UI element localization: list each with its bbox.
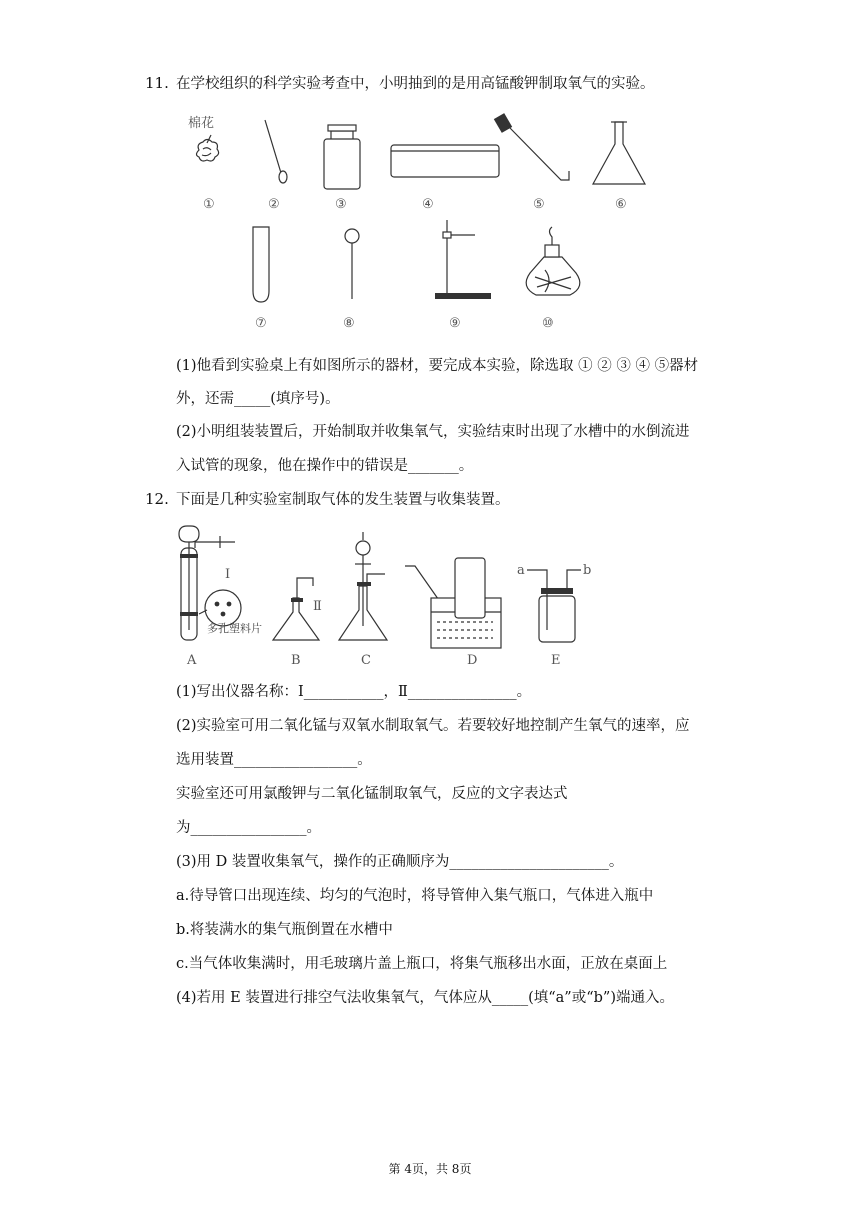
label-c: C [361, 653, 371, 668]
svg-text:⑩: ⑩ [542, 316, 554, 331]
test-tube-icon [253, 227, 269, 302]
alcohol-lamp-icon [526, 227, 580, 295]
label-e: E [551, 653, 561, 668]
q12-option-c: c.当气体收集满时，用毛玻璃片盖上瓶口，将集气瓶移出水面，正放在桌面上 [176, 956, 668, 972]
label-roman-2: Ⅱ [313, 599, 322, 614]
q12-option-a: a.待导管口出现连续、均匀的气泡时，将导管伸入集气瓶口，气体进入瓶中 [176, 888, 654, 904]
svg-text:②: ② [268, 197, 280, 212]
gas-collecting-bottle-icon [324, 125, 360, 189]
long-neck-funnel-icon [345, 229, 359, 299]
port-a-label: a [517, 563, 525, 578]
apparatus-a [179, 526, 262, 668]
svg-text:①: ① [203, 197, 215, 212]
gas-apparatus-figure-q12 [175, 518, 615, 668]
q12-part2-line1: (2)实验室可用二氧化锰与双氧水制取氧气。若要较好地控制产生氧气的速率，应 [176, 718, 690, 734]
apparatus-e [517, 563, 591, 668]
svg-text:⑨: ⑨ [449, 316, 461, 331]
q12-part1: (1)写出仪器名称：Ⅰ___________，Ⅱ_______________。 [176, 684, 532, 700]
apparatus-figure-q11 [185, 105, 665, 335]
apparatus-c [339, 532, 387, 668]
label-a: A [187, 653, 197, 668]
svg-text:⑤: ⑤ [533, 197, 545, 212]
question-12-stem: 下面是几种实验室制取气体的发生装置与收集装置。 [176, 492, 510, 508]
port-b-label: b [583, 563, 592, 578]
question-12-number: 12. [145, 490, 169, 508]
label-b: B [291, 653, 301, 668]
iron-stand-icon [435, 220, 491, 299]
apparatus-b [273, 578, 322, 668]
svg-text:⑦: ⑦ [255, 316, 267, 331]
q11-part2-line1: (2)小明组装装置后，开始制取并收集氧气，实验结束时出现了水槽中的水倒流进 [176, 424, 690, 440]
q11-part1-line2: 外，还需_____(填序号)。 [176, 391, 340, 407]
medicine-spoon-icon [265, 120, 287, 183]
q12-part2-line2: 选用装置_________________。 [176, 752, 372, 768]
question-11-number: 11. [145, 74, 169, 92]
q11-part1-line1: (1)他看到实验桌上有如图所示的器材，要完成本实验，除选取 ① ② ③ ④ ⑤器材 [176, 358, 699, 374]
label-d: D [467, 653, 478, 668]
water-trough-icon [391, 145, 499, 177]
apparatus-d [405, 558, 501, 668]
cotton-label: 棉花 [188, 116, 215, 131]
svg-text:⑥: ⑥ [615, 197, 627, 212]
conical-flask-icon [593, 122, 645, 184]
cotton-icon [188, 115, 219, 161]
svg-text:⑧: ⑧ [343, 316, 355, 331]
svg-text:③: ③ [335, 197, 347, 212]
q12-option-b: b.将装满水的集气瓶倒置在水槽中 [176, 922, 393, 938]
delivery-tube-stopper-icon [494, 113, 569, 180]
q12-part3: (3)用 D 装置收集氧气，操作的正确顺序为______________________。 [176, 854, 624, 870]
q11-part2-line2: 入试管的现象，他在操作中的错误是_______。 [176, 458, 474, 474]
page-footer: 第 4页，共 8页 [388, 1162, 472, 1176]
q12-part2-line4: 为________________。 [176, 820, 321, 836]
porous-plate-label: 多孔塑料片 [207, 622, 262, 635]
question-11-stem: 在学校组织的科学实验考查中，小明抽到的是用高锰酸钾制取氧气的实验。 [176, 76, 655, 92]
q12-part4: (4)若用 E 装置进行排空气法收集氧气，气体应从_____(填“a”或“b”)端通入。 [176, 990, 674, 1006]
label-roman-1: Ⅰ [225, 567, 231, 582]
svg-text:④: ④ [422, 197, 434, 212]
q12-part2-line3: 实验室还可用氯酸钾与二氧化锰制取氧气，反应的文字表达式 [176, 786, 568, 802]
